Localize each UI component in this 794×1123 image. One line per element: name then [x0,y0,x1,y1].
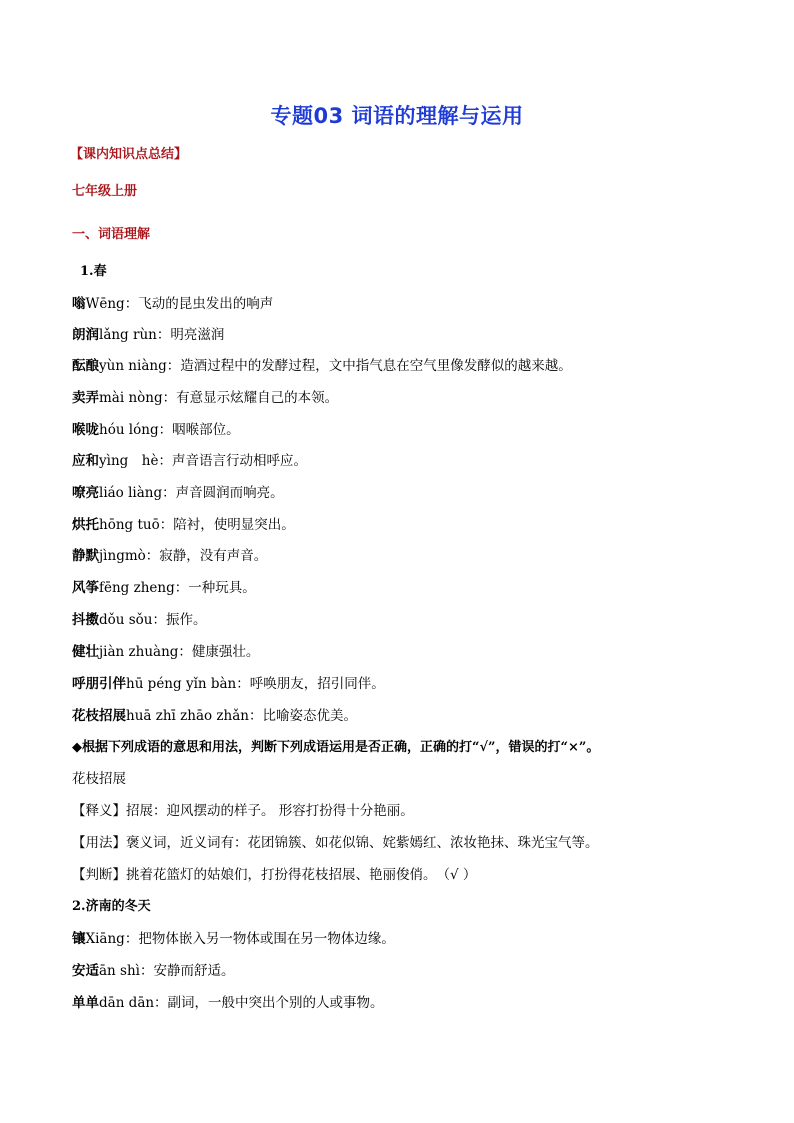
vocab-entry [72,389,338,407]
vocab-entry [72,452,307,470]
vocab-entry [72,326,224,344]
vocab-word: 呼朋引伴 [72,676,126,692]
vocab-word: 安适 [72,963,99,979]
vocab-def: ān shì：安静而舒适。 [99,963,235,979]
vocab-entry [72,707,357,725]
idiom-judgement: 【判断】挑着花篮灯的姑娘们，打扮得花枝招展、艳丽俊俏。 （√ ） [72,867,477,883]
vocab-def: dǒu sǒu：振作。 [99,612,207,628]
vocab-def: Xiāng：把物体嵌入另一物体或围在另一物体边缘。 [85,931,395,947]
vocab-def: hōng tuō：陪衬，使明显突出。 [99,517,295,533]
vocab-word: 健壮 [72,644,99,660]
vocab-def: lǎng rùn：明亮滋润 [99,327,225,343]
vocab-def: jiàn zhuàng：健康强壮。 [99,644,260,660]
vocab-def: fēng zheng：一种玩具。 [99,580,256,596]
vocab-word: 应和 [72,453,99,469]
vocab-word: 抖擞 [72,612,99,628]
part-heading: 一、词语理解 [72,227,151,242]
vocab-entry [72,643,259,661]
vocab-word: 喉咙 [72,422,99,438]
grade-heading: 七年级上册 [72,184,138,199]
vocab-entry [72,547,267,565]
vocab-def: hóu lóng：咽喉部位。 [99,422,240,438]
vocab-word: 酝酿 [72,358,99,374]
vocab-def: huā zhī zhāo zhǎn：比喻姿态优美。 [126,708,357,724]
vocab-word: 单单 [72,995,99,1011]
vocab-entry [72,579,256,597]
vocab-def: yìng hè：声音语言行动相呼应。 [99,453,307,469]
vocab-entry [72,484,284,502]
vocab-def: jìngmò：寂静，没有声音。 [99,548,268,564]
lesson-title: 2.济南的冬天 [72,899,151,914]
vocab-word: 朗润 [72,327,99,343]
vocab-def: liáo liàng：声音圆润而响亮。 [99,485,284,501]
vocab-entry [72,357,572,375]
vocab-def: yùn niàng：造酒过程中的发酵过程，文中指气息在空气里像发酵似的越来越。 [99,358,572,374]
vocab-word: 嘹亮 [72,485,99,501]
vocab-def: mài nòng：有意显示炫耀自己的本领。 [99,390,339,406]
vocab-entry [72,516,295,534]
lesson-title: 1.春 [80,264,107,279]
vocab-entry [72,675,385,693]
idiom-title: 花枝招展 [72,771,126,787]
vocab-def: dān dān：副词，一般中突出个别的人或事物。 [99,995,384,1011]
vocab-word: 镶 [72,931,86,947]
vocab-word: 烘托 [72,517,99,533]
section-tag: 【课内知识点总结】 [70,147,188,162]
vocab-entry [72,930,395,948]
vocab-def: Wēng：飞动的昆虫发出的响声 [85,296,274,312]
vocab-entry [72,421,240,439]
vocab-entry [72,295,273,313]
vocab-def: hū péng yǐn bàn：呼唤朋友，招引同伴。 [126,676,385,692]
exercise-instruction: ◆根据下列成语的意思和用法，判断下列成语运用是否正确，正确的打“√”，错误的打“×”。 [72,740,600,755]
vocab-word: 静默 [72,548,99,564]
page-title: 专题03 词语的理解与运用 [270,104,524,128]
idiom-explanation: 【释义】招展：迎风摆动的样子。 形容打扮得十分艳丽。 [72,803,414,819]
vocab-word: 卖弄 [72,390,99,406]
vocab-entry [72,962,234,980]
vocab-entry [72,611,207,629]
vocab-entry [72,994,384,1012]
vocab-word: 嗡 [72,296,86,312]
vocab-word: 花枝招展 [72,708,126,724]
vocab-word: 风筝 [72,580,99,596]
idiom-usage: 【用法】褒义词，近义词有：花团锦簇、如花似锦、姹紫嫣红、浓妆艳抹、珠光宝气等。 [72,835,599,851]
